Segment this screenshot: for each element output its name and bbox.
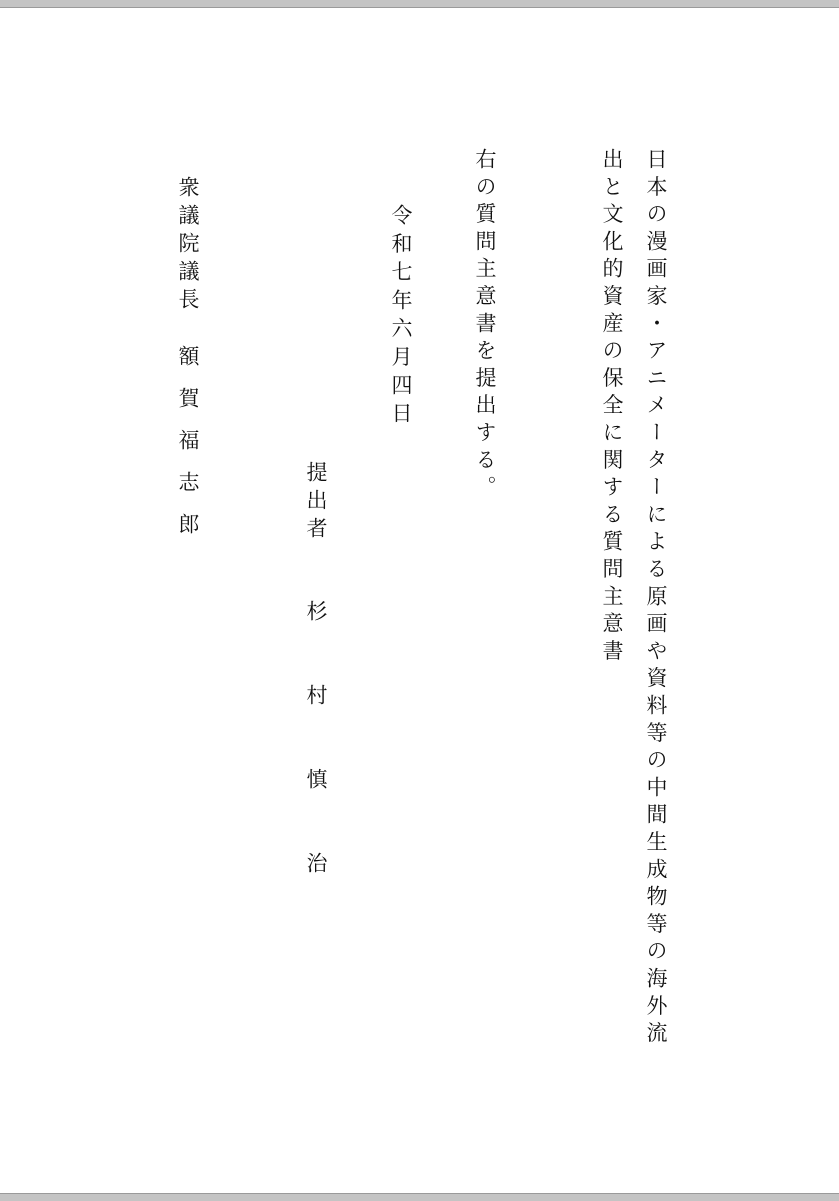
addressee-title: 衆議院議長: [176, 176, 200, 316]
title-line-2: 出と文化的資産の保全に関する質問主意書: [600, 148, 624, 667]
submitter-name: 杉村慎治: [304, 600, 328, 936]
title-line-1: 日本の漫画家・アニメーターによる原画や資料等の中間生成物等の海外流: [644, 148, 668, 1049]
submitter-label: 提出者: [304, 461, 328, 545]
document-page: [0, 8, 839, 1193]
viewer-top-border: [0, 0, 839, 8]
addressee-name: 額賀福志郎: [176, 345, 200, 555]
body-text: 右の質問主意書を提出する。: [473, 148, 497, 503]
submission-date: 令和七年六月四日: [389, 204, 413, 431]
